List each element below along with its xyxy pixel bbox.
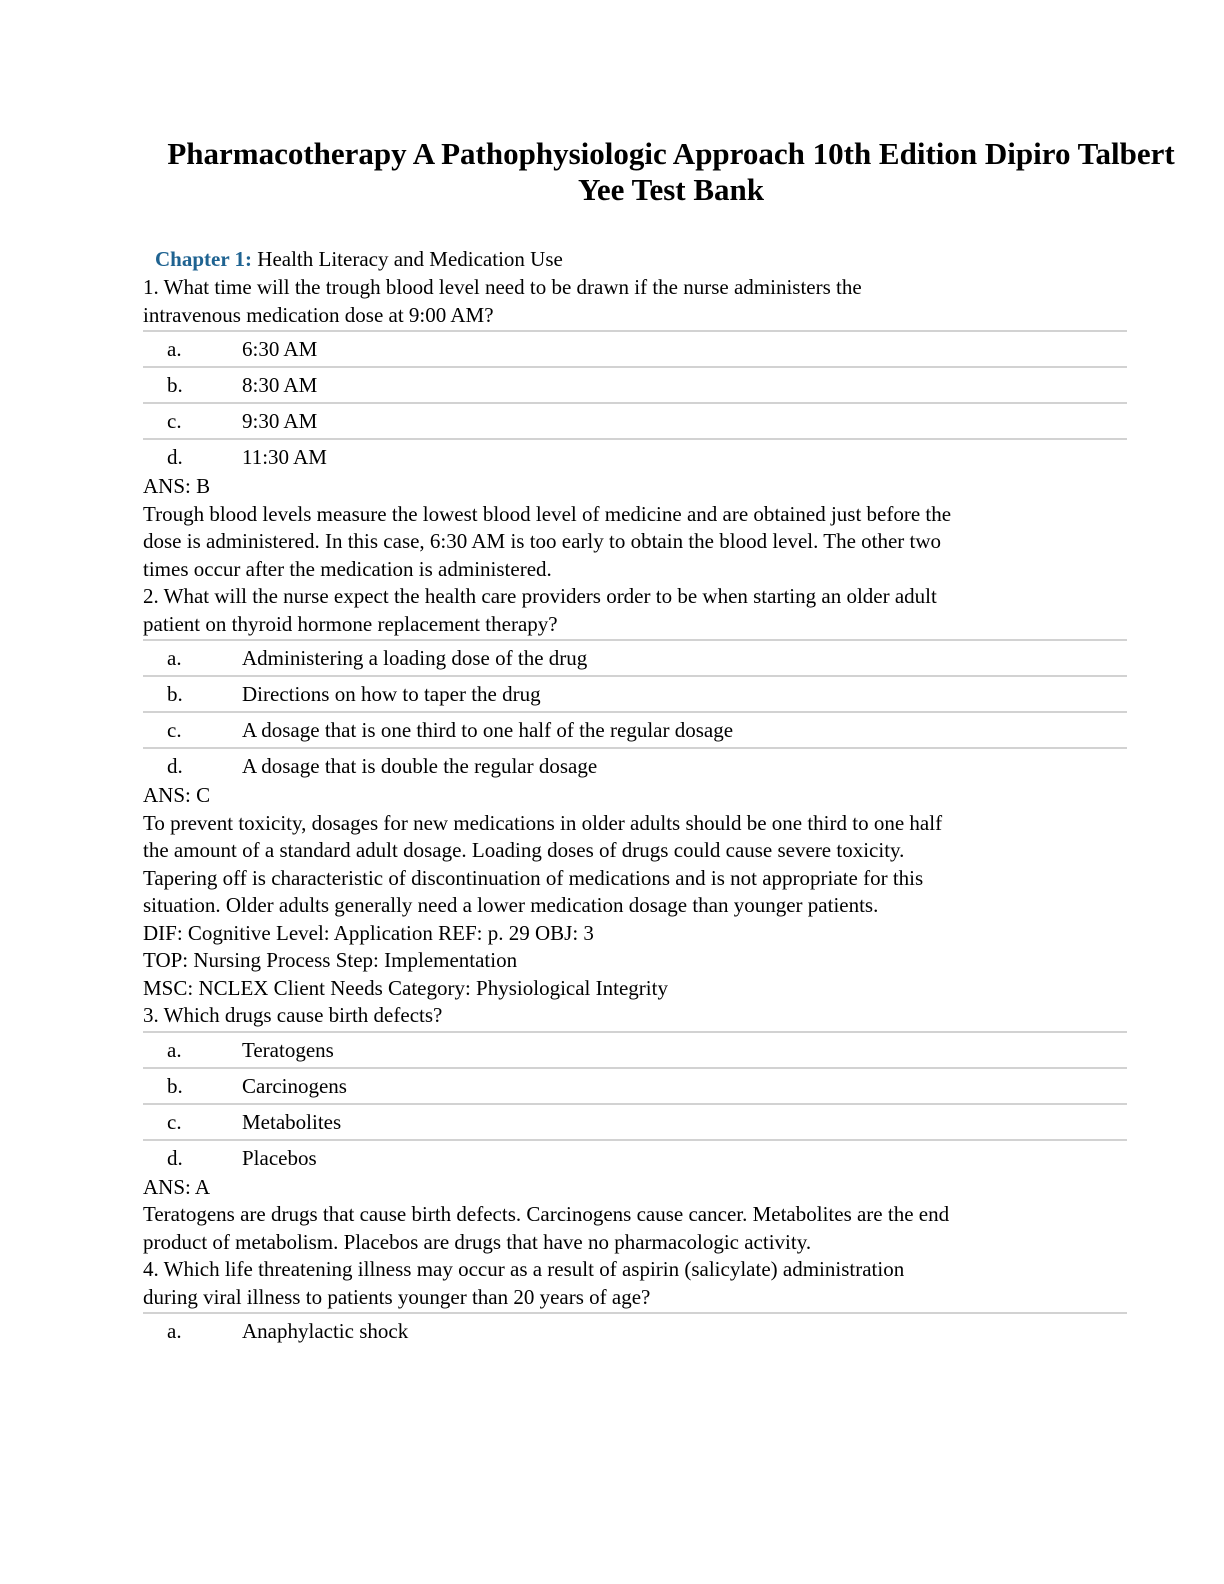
option-row: [143, 368, 1127, 404]
option-row: [143, 641, 1127, 677]
option-row: [143, 440, 1127, 472]
option-row: [143, 1141, 1127, 1173]
question-4-line-2: during viral illness to patients younger than 20 years of age?: [143, 1284, 651, 1309]
question-1-line-1: 1. What time will the trough blood level need to be drawn if the nurse administers the: [143, 275, 862, 299]
option-row: [143, 1314, 1127, 1346]
question-1-options: [143, 330, 1127, 472]
chapter-label: Chapter 1:: [155, 247, 253, 271]
difficulty-line: DIF: Cognitive Level: Application REF: p. 29 OBJ: 3: [143, 920, 594, 945]
question-3-answer: ANS: A: [143, 1174, 211, 1199]
rationale-line: dose is administered. In this case, 6:30 AM is too early to obtain the blood level. The other two: [143, 529, 942, 553]
msc-line: MSC: NCLEX Client Needs Category: Physiological Integrity: [143, 975, 668, 1000]
question-4-options: [143, 1312, 1127, 1346]
question-3-options: [143, 1031, 1127, 1173]
option-row: [143, 1069, 1127, 1105]
option-letter: a.: [167, 1037, 182, 1062]
question-2-line-2: patient on thyroid hormone replacement therapy?: [143, 611, 558, 636]
option-row: [143, 677, 1127, 713]
option-row: [143, 404, 1127, 440]
question-1-line-2: intravenous medication dose at 9:00 AM?: [143, 302, 494, 327]
option-letter: b.: [167, 682, 183, 706]
document-title: [118, 136, 1224, 208]
title-line-1: Pharmacotherapy A Pathophysiologic Approach 10th Edition Dipiro Talbert: [167, 136, 1175, 171]
option-letter: c.: [167, 718, 182, 742]
option-text: 11:30 AM: [242, 445, 327, 469]
question-2-options: [143, 639, 1127, 781]
question-4-stem: [143, 1256, 1127, 1311]
topic-line: TOP: Nursing Process Step: Implementation: [143, 948, 518, 972]
option-text: Directions on how to taper the drug: [242, 682, 541, 706]
option-text: 6:30 AM: [242, 337, 318, 361]
question-1-rationale: [143, 501, 1127, 584]
option-letter: b.: [167, 1073, 183, 1098]
question-3-line-1: 3. Which drugs cause birth defects?: [143, 1003, 443, 1027]
option-letter: d.: [167, 754, 183, 778]
document-body: [143, 244, 1127, 1347]
question-1-stem: [143, 274, 1127, 329]
option-text: Carcinogens: [242, 1073, 347, 1098]
option-letter: a.: [167, 646, 182, 670]
option-letter: a.: [167, 1319, 182, 1343]
chapter-heading: [143, 244, 1127, 274]
chapter-name: Health Literacy and Medication Use: [252, 247, 563, 271]
rationale-line: To prevent toxicity, dosages for new medications in older adults should be one third to one half: [143, 810, 943, 835]
rationale-line: situation. Older adults generally need a lower medication dosage than younger patients.: [143, 893, 879, 917]
option-row: [143, 749, 1127, 781]
option-row: [143, 1033, 1127, 1069]
option-text: Placebos: [242, 1145, 317, 1170]
question-4-line-1: 4. Which life threatening illness may occur as a result of aspirin (salicylate) administration: [143, 1257, 905, 1281]
question-2-rationale: [143, 810, 1127, 1003]
option-row: [143, 332, 1127, 368]
rationale-line: the amount of a standard adult dosage. Loading doses of drugs could cause severe toxicity.: [143, 838, 905, 862]
option-text: A dosage that is double the regular dosage: [242, 754, 598, 778]
option-text: Administering a loading dose of the drug: [242, 646, 588, 670]
question-1-answer: ANS: B: [143, 474, 211, 498]
title-line-2: Yee Test Bank: [577, 172, 765, 207]
option-row: [143, 713, 1127, 749]
question-2-answer: ANS: C: [143, 783, 211, 807]
option-letter: d.: [167, 445, 183, 469]
option-letter: d.: [167, 1145, 183, 1170]
option-letter: c.: [167, 1109, 182, 1134]
option-text: 9:30 AM: [242, 409, 318, 433]
option-text: Metabolites: [242, 1109, 342, 1134]
question-2-stem: [143, 583, 1127, 638]
option-text: A dosage that is one third to one half of the regular dosage: [242, 718, 734, 742]
option-row: [143, 1105, 1127, 1141]
option-letter: a.: [167, 337, 182, 361]
rationale-line: Tapering off is characteristic of discontinuation of medications and is not appropriate for this: [143, 865, 924, 890]
option-text: Anaphylactic shock: [242, 1319, 409, 1343]
option-letter: b.: [167, 373, 183, 397]
rationale-line: Teratogens are drugs that cause birth defects. Carcinogens cause cancer. Metabolites are the end: [143, 1202, 950, 1226]
rationale-line: Trough blood levels measure the lowest blood level of medicine and are obtained just before the: [143, 501, 952, 526]
question-2-line-1: 2. What will the nurse expect the health care providers order to be when starting an older adult: [143, 584, 937, 608]
rationale-line: product of metabolism. Placebos are drugs that have no pharmacologic activity.: [143, 1229, 812, 1254]
rationale-line: times occur after the medication is administered.: [143, 556, 552, 581]
question-3-rationale: [143, 1201, 1127, 1256]
question-3-stem: [143, 1002, 1127, 1030]
option-text: Teratogens: [242, 1037, 334, 1062]
option-text: 8:30 AM: [242, 373, 318, 397]
option-letter: c.: [167, 409, 182, 433]
